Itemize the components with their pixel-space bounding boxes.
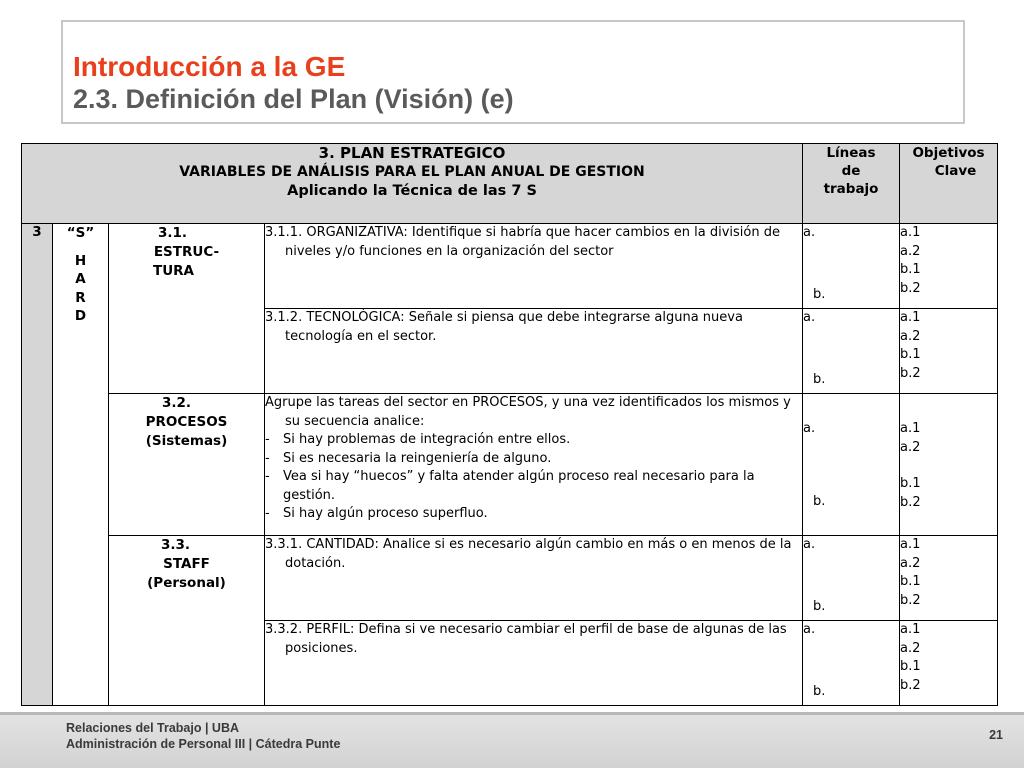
slide-title: Introducción a la GE [73, 51, 346, 82]
row-description: 3.3.1. CANTIDAD: Analice si es necesario algún cambio en más o en menos de la dotación. [265, 536, 803, 621]
subsection-staff: 3.3. STAFF (Personal) [109, 536, 265, 706]
row-objectives: a.1 a.2 b.1 b.2 [900, 621, 998, 706]
subsection-procesos: 3.2. PROCESOS (Sistemas) [109, 394, 265, 536]
row-lines: a. b. [803, 394, 900, 536]
row-lines: a. b. [803, 536, 900, 621]
footer-divider [0, 712, 1024, 715]
table-row [22, 536, 998, 621]
subsection-estructura: 3.1. ESTRUC- TURA [109, 224, 265, 394]
header-line-3: Aplicando la Técnica de las 7 S [287, 183, 537, 199]
list-item: - Si es necesaria la reingeniería de alguno. [265, 450, 552, 466]
row-description: 3.1.1. ORGANIZATIVA: Identifique si habría que hacer cambios en la división de niveles y/o funciones en la organización del sector [265, 224, 803, 309]
hard-s-label: “S” H A R D [53, 224, 109, 706]
slide-subtitle: 2.3. Definición del Plan (Visión) (e) [73, 84, 514, 114]
row-description: 3.1.2. TECNOLÓGICA: Señale si piensa que debe integrarse alguna nueva tecnología en el sector. [265, 309, 803, 394]
table-header-title [22, 144, 803, 224]
row-objectives: a.1 a.2 b.1 b.2 [900, 394, 998, 536]
row-lines: a. b. [803, 309, 900, 394]
row-description: Agrupe las tareas del sector en PROCESOS, y una vez identificados los mismos y su secuencia analice: - Si hay problemas de integración entre ellos. - Si es necesaria la reingeniería de alguno. - Vea si hay “huecos” y falta atender algún proceso real necesario para la gestión. - Si hay algún proceso superfluo. [265, 394, 803, 536]
header-objetivos-clave: Objetivos Clave [900, 144, 998, 224]
row-objectives: a.1 a.2 b.1 b.2 [900, 536, 998, 621]
table-row [22, 394, 998, 536]
footer-course: Relaciones del Trabajo | UBA [66, 721, 239, 735]
table-header-row [22, 144, 998, 224]
header-line-1: 3. PLAN ESTRATEGICO [318, 144, 506, 162]
list-item: - Si hay problemas de integración entre ellos. [265, 432, 571, 447]
row-lines: a. b. [803, 621, 900, 706]
header-lineas-de-trabajo: Líneas de trabajo [803, 144, 900, 224]
row-objectives: a.1 a.2 b.1 b.2 [900, 224, 998, 309]
page-number: 21 [989, 728, 1003, 742]
table-row [22, 224, 998, 309]
row-lines: a. b. [803, 224, 900, 309]
row-objectives: a.1 a.2 b.1 b.2 [900, 309, 998, 394]
plan-table [21, 143, 998, 706]
list-item: - Vea si hay “huecos” y falta atender algún proceso real necesario para la gestión. [265, 469, 755, 503]
header-line-2: VARIABLES DE ANÁLISIS PARA EL PLAN ANUAL DE GESTION [179, 164, 645, 180]
row-description: 3.3.2. PERFIL: Defina si ve necesario cambiar el perfil de base de algunas de las posiciones. [265, 621, 803, 706]
footer-subject: Administración de Personal III | Cátedra Punte [66, 737, 341, 751]
section-number: 3 [22, 224, 53, 706]
list-item: - Si hay algún proceso superfluo. [265, 506, 488, 521]
title-box [61, 20, 965, 124]
